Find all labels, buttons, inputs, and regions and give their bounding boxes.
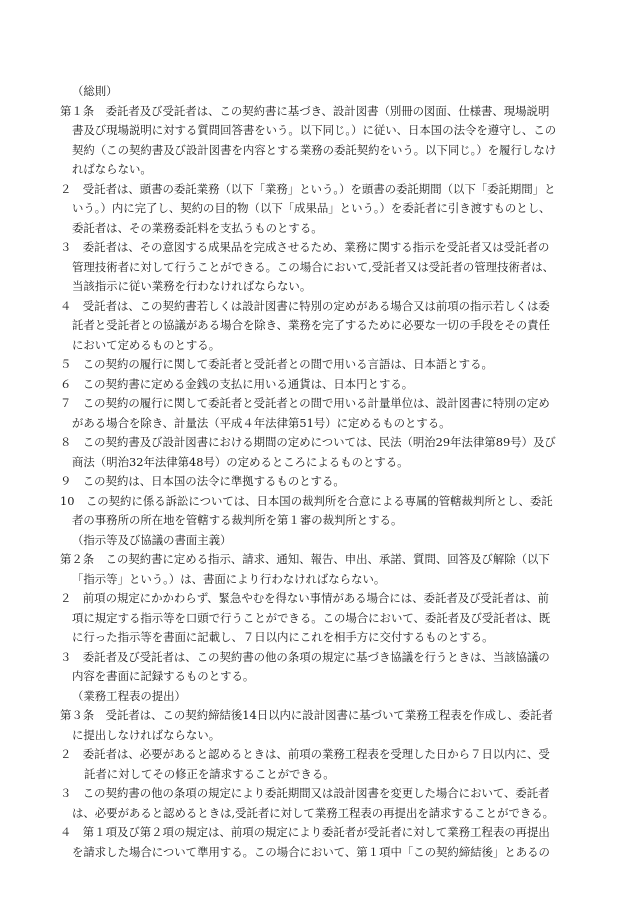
text-line: 託者と受託者との協議がある場合を除き、業務を完了するために必要な一切の手段をその責任: [72, 318, 550, 332]
paragraph-first-line: ６ この契約書に定める金銭の支払に用いる通貨は、日本円とする。: [60, 376, 414, 391]
text-line: 書及び現場説明に対する質問回答書をいう。以下同じ。）に従い、日本国の法令を遵守し、この: [72, 123, 557, 137]
text-line: 当該指示に従い業務を行わなければならない。: [72, 279, 312, 293]
paragraph-first-line: ２ 委託者は、必要があると認めるときは、前項の業務工程表を受理した日から７日以内に、受: [60, 747, 550, 761]
paragraph-first-line: 10 この契約に係る訴訟については、日本国の裁判所を合意による専属的管轄裁判所とし、委託: [60, 493, 553, 508]
section-heading: （業務工程表の提出）: [72, 688, 186, 703]
text-line: は、必要があると認めるときは,受託者に対して業務工程表の再提出を請求することができる。: [72, 805, 555, 820]
section-heading: （指示等及び協議の書面主義）: [72, 532, 232, 547]
text-line: 者の事務所の所在地を管轄する裁判所を第１審の裁判所とする。: [72, 513, 403, 527]
text-line: 契約（この契約書及び設計図書を内容とする業務の委託契約をいう。以下同じ。）を履行しなけ: [72, 142, 557, 157]
text-line: 商法（明治32年法律第48号）の定めるところによるものとする。: [72, 454, 409, 469]
text-line: を請求した場合について準用する。この場合において、第１項中「この契約締結後」とあるの: [72, 844, 550, 859]
paragraph-first-line: ５ この契約の履行に関して委託者と受託者との間で用いる言語は、日本語とする。: [60, 357, 493, 371]
paragraph-first-line: ９ この契約は、日本国の法令に準拠するものとする。: [60, 474, 345, 488]
paragraph-first-line: ４ 第１項及び第２項の規定は、前項の規定により委託者が受託者に対して業務工程表の再提出: [60, 825, 550, 839]
paragraph-first-line: ３ この契約書の他の条項の規定により委託期間又は設計図書を変更した場合において、委託者: [60, 786, 550, 800]
text-line: がある場合を除き、計量法（平成４年法律第51号）に定めるものとする。: [72, 415, 451, 430]
text-line: 管理技術者に対して行うことができる。この場合において,受託者又は受託者の管理技術者は、: [72, 259, 555, 274]
paragraph-first-line: ２ 受託者は、頭書の委託業務（以下「業務」という。）を頭書の委託期間（以下「委託期間」と: [60, 181, 556, 196]
text-line: ればならない。: [72, 162, 152, 176]
paragraph-first-line: ２ 前項の規定にかかわらず、緊急やむを得ない事情がある場合には、委託者及び受託者は、前: [60, 591, 549, 605]
text-line: に提出しなければならない。: [72, 727, 221, 742]
paragraph-first-line: ８ この契約書及び設計図書における期間の定めについては、民法（明治29年法律第89号）及び: [60, 435, 556, 449]
text-line: 託者に対してその修正を請求することができる。: [84, 766, 335, 781]
text-line: に行った指示等を書面に記載し、７日以内にこれを相手方に交付するものとする。: [72, 630, 494, 644]
article-first-line: 第３条 受託者は、この契約締結後14日以内に設計図書に基づいて業務工程表を作成し、委託者: [60, 708, 553, 722]
text-line: 「指示等」という。）は、書面により行わなければならない。: [72, 571, 386, 586]
section-heading: （総則）: [72, 84, 118, 98]
text-line: において定めるものとする。: [72, 337, 221, 352]
text-line: いう。）内に完了し、契約の目的物（以下「成果品」という。）を委託者に引き渡すものとし、: [72, 201, 551, 215]
paragraph-first-line: ３ 委託者は、その意図する成果品を完成させるため、業務に関する指示を受託者又は受託者の: [60, 240, 550, 254]
paragraph-first-line: ３ 委託者及び受託者は、この契約書の他の条項の規定に基づき協議を行うときは、当該協議の: [60, 649, 550, 664]
paragraph-first-line: ４ 受託者は、この契約書若しくは設計図書に特別の定めがある場合又は前項の指示若しくは委: [60, 298, 550, 313]
text-line: 委託者は、その業務委託料を支払うものとする。: [72, 220, 323, 235]
paragraph-first-line: ７ この契約の履行に関して委託者と受託者との間で用いる計量単位は、設計図書に特別の定め: [60, 396, 550, 410]
text-line: 内容を書面に記録するものとする。: [72, 669, 255, 683]
article-first-line: 第２条 この契約書に定める指示、請求、通知、報告、申出、承諾、質問、回答及び解除（以下: [60, 552, 550, 566]
article-first-line: 第１条 委託者及び受託者は、この契約書に基づき、設計図書（別冊の図面、仕様書、現場説明: [60, 103, 550, 118]
text-line: 項に規定する指示等を口頭で行うことができる。この場合において、委託者及び受託者は、既: [72, 610, 551, 625]
